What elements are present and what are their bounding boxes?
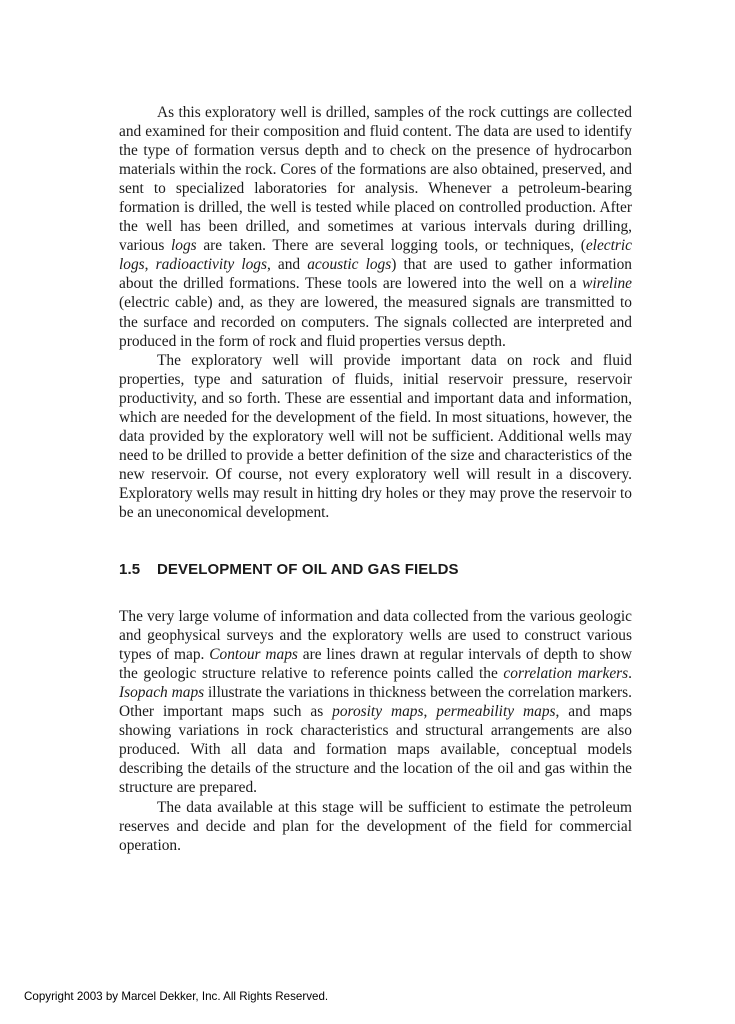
text-run: The data available at this stage will be sufficient to estimate the petroleum reserves and decide and plan for the development of the field for commercial operation. [119,798,632,854]
copyright-footer: Copyright 2003 by Marcel Dekker, Inc. All Rights Reserved. [24,990,329,1003]
paragraph-exploratory-well-data [119,351,632,522]
text-run: ) that are used to gather information about the drilled formations. These tools are lowered into the well on a [119,256,633,293]
italic-term: radioactivity logs [155,256,267,274]
italic-term: wireline [582,275,632,293]
section-title: DEVELOPMENT OF OIL AND GAS FIELDS [157,561,459,579]
italic-term: Contour maps [209,646,298,664]
page-body [119,103,632,855]
text-run: The very large volume of information and data collected from the various geologic and geophysical surveys and the exploratory wells are used to construct various types of map. [119,608,632,664]
text-run: , and maps showing variations in rock characteristics and structural arrangements are also produced. With all data and formation maps available, conceptual models describing the details of the structure and the location of the oil and gas within the structure are prepared. [119,703,632,797]
section-heading [119,560,632,580]
text-run: (electric cable) and, as they are lowered, the measured signals are transmitted to the surface and recorded on computers. The signals collected are interpreted and produced in the form of rock and fluid properties versus depth. [119,294,632,350]
text-run: illustrate the variations in thickness between the correlation markers. Other important maps such as [119,684,632,721]
text-run: , and [266,256,308,274]
text-run: , [423,703,437,721]
text-run: are lines drawn at regular intervals of depth to show the geologic structure relative to reference points called the [119,646,632,683]
italic-term: correlation markers [503,665,629,683]
italic-term: electric logs [119,237,632,274]
italic-term: Isopach maps [119,684,205,702]
text-run: The exploratory well will provide important data on rock and fluid properties, type and saturation of fluids, initial reservoir pressure, reservoir productivity, and so forth. These are essential and important data and information, which are needed for the development of the field. In most situations, however, the data provided by the exploratory well will not be sufficient. Additional wells may need to be drilled to provide a better definition of the size and characteristics of the new reservoir. Of course, not every exploratory well will result in a discovery. Exploratory wells may result in hitting dry holes or they may prove the reservoir to be an uneconomical development. [119,351,632,521]
text-run: are taken. There are several logging tools, or techniques, ( [196,237,586,255]
text-run: . [628,665,632,683]
italic-term: acoustic logs [307,256,392,274]
text-run: As this exploratory well is drilled, samples of the rock cuttings are collected and examined for their composition and fluid content. The data are used to identify the type of formation versus depth and to check on the presence of hydrocarbon materials within the rock. Cores of the formations are also obtained, preserved, and sent to specialized laboratories for analysis. Whenever a petroleum-bearing formation is drilled, the well is tested while placed on controlled production. After the well has been drilled, and sometimes at various intervals during drilling, various [119,104,632,255]
paragraph-maps [119,607,632,797]
paragraph-reserves-estimate [119,798,632,855]
section-number: 1.5 [119,561,141,579]
italic-term: permeability maps [436,703,556,721]
text-run: , [144,256,156,274]
italic-term: porosity maps [332,703,424,721]
paragraph-exploratory-well-drilling [119,103,632,351]
italic-term: logs [171,237,197,255]
